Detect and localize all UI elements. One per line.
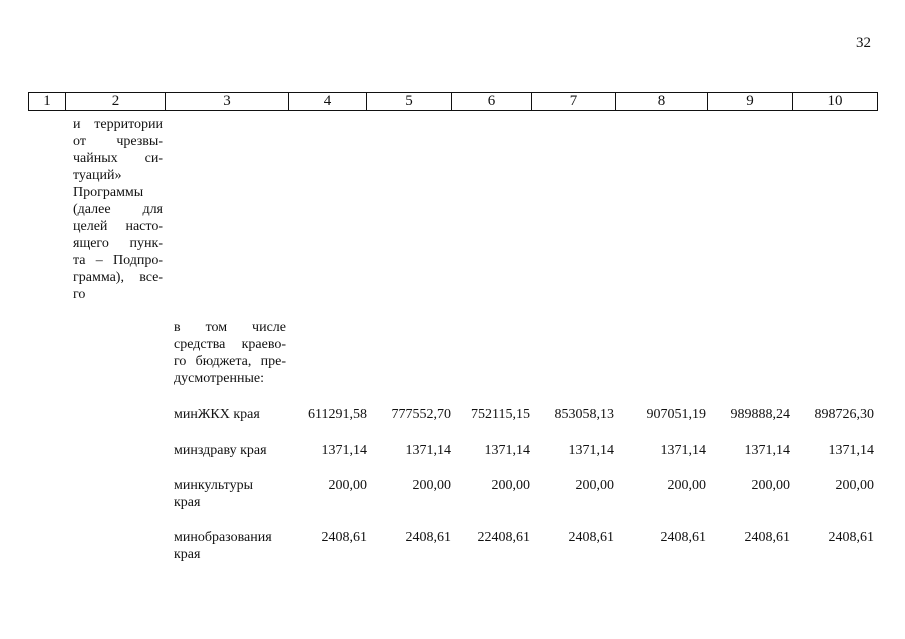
row-label-line: минобразования	[174, 530, 272, 545]
funding-source-intro	[174, 319, 286, 387]
text-line: ящего пунк-	[73, 236, 163, 251]
column-number-header	[28, 92, 878, 111]
value-cell: 2408,61	[405, 530, 451, 545]
value-cell: 1371,14	[321, 443, 367, 458]
text-line: туаций»	[73, 168, 122, 183]
value-cell: 1371,14	[660, 443, 706, 458]
value-cell: 898726,30	[814, 407, 874, 422]
text-line: Программы	[73, 185, 144, 200]
text-line: средства краево-	[174, 337, 286, 352]
text-line: го	[73, 287, 86, 302]
subprogram-name-text	[73, 116, 163, 303]
header-col-6: 6	[452, 93, 532, 111]
header-col-2: 2	[66, 93, 166, 111]
row-label-minobrazovaniya	[174, 529, 286, 563]
header-row	[29, 93, 878, 111]
row-label-minzdrav	[174, 442, 286, 459]
value-cell: 777552,70	[391, 407, 451, 422]
row-label-minzhkh	[174, 406, 286, 423]
text-line: го бюджета, пре-	[174, 354, 286, 369]
value-cell: 22408,61	[477, 530, 530, 545]
value-cell: 2408,61	[660, 530, 706, 545]
header-col-10: 10	[793, 93, 878, 111]
value-cell: 752115,15	[471, 407, 530, 422]
row-label-minkultury	[174, 477, 286, 511]
row-label-line: края	[174, 495, 201, 510]
value-cell: 611291,58	[308, 407, 367, 422]
text-line: и территории	[73, 117, 163, 132]
page-number: 32	[856, 35, 871, 51]
text-line: в том числе	[174, 320, 286, 335]
value-cell: 1371,14	[484, 443, 530, 458]
text-line: дусмотренные:	[174, 371, 265, 386]
value-cell: 200,00	[667, 478, 706, 493]
value-cell: 2408,61	[321, 530, 367, 545]
value-cell: 907051,19	[646, 407, 706, 422]
value-cell: 1371,14	[744, 443, 790, 458]
value-cell: 1371,14	[568, 443, 614, 458]
text-line: чайных си-	[73, 151, 163, 166]
value-cell: 2408,61	[744, 530, 790, 545]
value-cell: 2408,61	[828, 530, 874, 545]
text-line: от чрезвы-	[73, 134, 163, 149]
header-col-9: 9	[708, 93, 793, 111]
row-label-line: минЖКХ края	[174, 407, 260, 422]
row-label-line: минздраву края	[174, 443, 267, 458]
value-cell: 200,00	[835, 478, 874, 493]
value-cell: 200,00	[575, 478, 614, 493]
value-cell: 853058,13	[554, 407, 614, 422]
value-cell: 1371,14	[405, 443, 451, 458]
text-line: грамма), все-	[73, 270, 163, 285]
header-col-4: 4	[289, 93, 367, 111]
text-line: (далее для	[73, 202, 163, 217]
header-col-5: 5	[367, 93, 452, 111]
value-cell: 989888,24	[730, 407, 790, 422]
value-cell: 200,00	[491, 478, 530, 493]
row-label-line: края	[174, 547, 201, 562]
header-col-7: 7	[532, 93, 616, 111]
value-cell: 1371,14	[828, 443, 874, 458]
header-col-3: 3	[166, 93, 289, 111]
value-cell: 200,00	[412, 478, 451, 493]
header-col-8: 8	[616, 93, 708, 111]
value-cell: 200,00	[328, 478, 367, 493]
text-line: целей насто-	[73, 219, 163, 234]
value-cell: 2408,61	[568, 530, 614, 545]
row-label-line: минкультуры	[174, 478, 254, 493]
value-cell: 200,00	[751, 478, 790, 493]
text-line: та – Подпро-	[73, 253, 163, 268]
header-col-1: 1	[29, 93, 66, 111]
